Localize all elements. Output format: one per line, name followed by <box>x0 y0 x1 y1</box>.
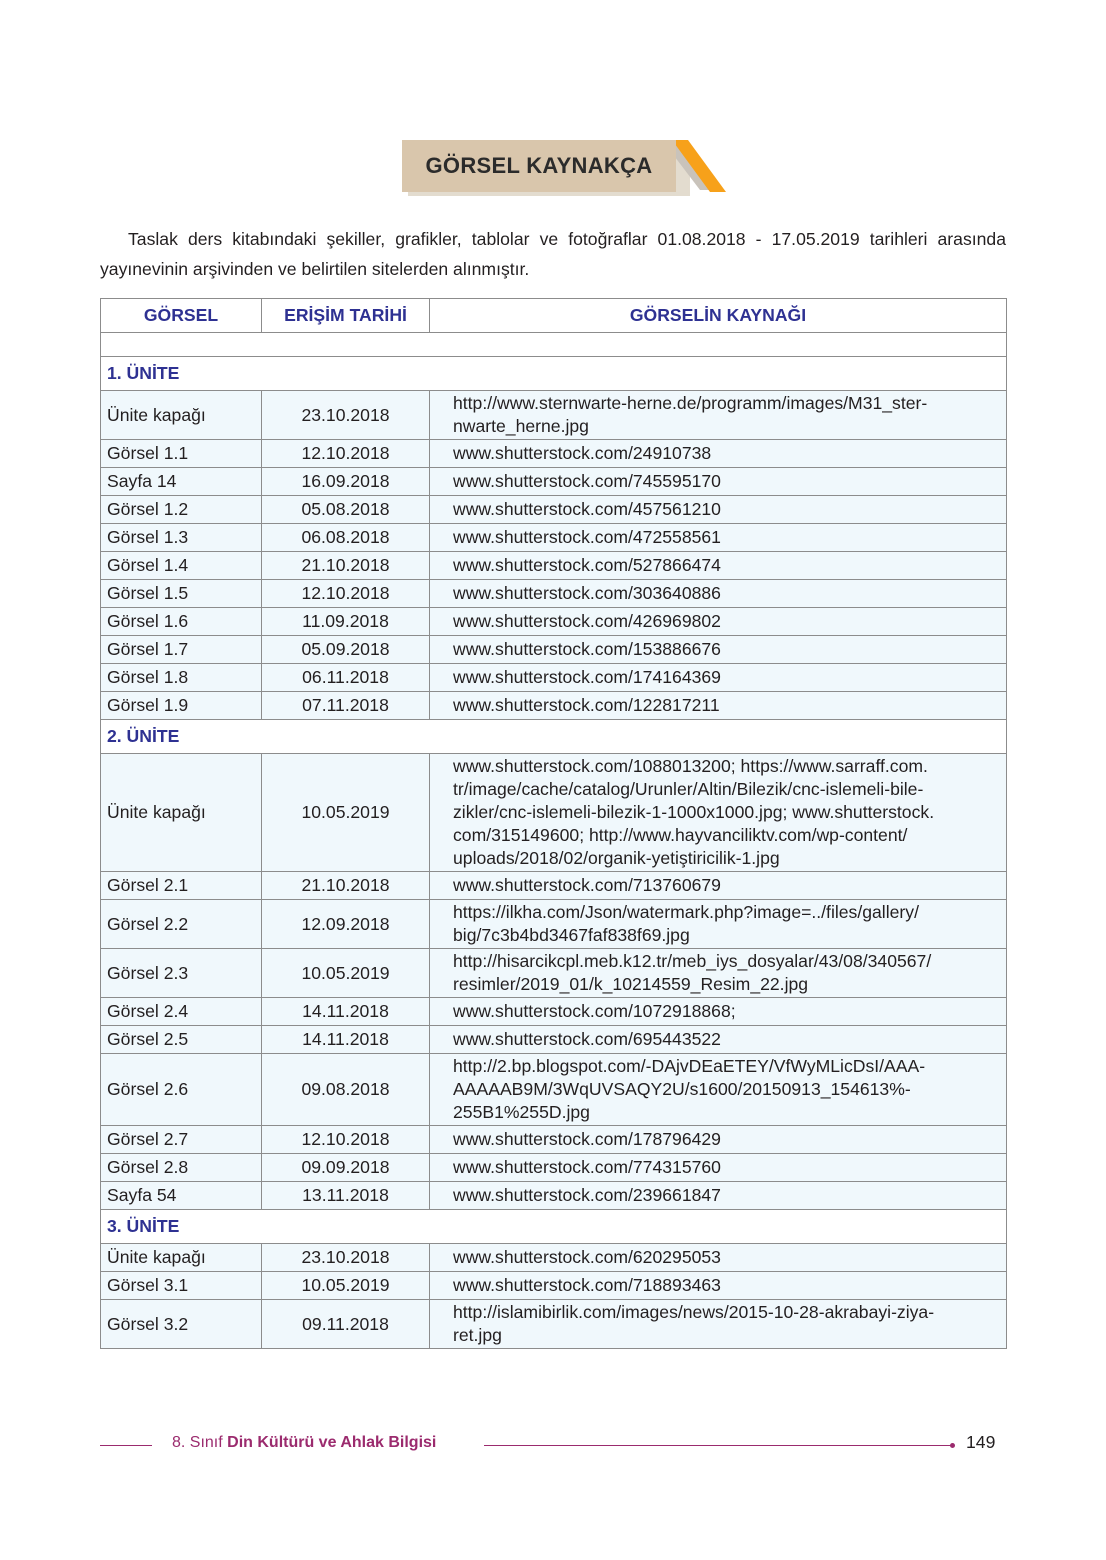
footer-book-name: Din Kültürü ve Ahlak Bilgisi <box>227 1434 437 1451</box>
page-footer <box>0 1430 1106 1460</box>
source-url-cell: http://2.bp.blogspot.com/-DAjvDEaETEY/VfWyMLicDsI/AAA- AAAAAB9M/3WqUVSAQY2U/s1600/20150913_154613%- 255B1%255D.jpg <box>430 1054 1007 1126</box>
source-url-cell: www.shutterstock.com/1088013200; https://www.sarraff.com. tr/image/cache/catalog/Urunler/Altin/Bilezik/cnc-islemeli-bile- zikler/cnc-islemeli-bilezik-1-1000x1000.jpg; www.shutterstock. com/315149600; http://www.hayvanciliktv.com/wp-content/ uploads/2018/02/organik-yetiştiricilik-1.jpg <box>430 754 1007 872</box>
image-name-cell: Görsel 3.1 <box>101 1272 262 1300</box>
table-row <box>101 440 1007 468</box>
image-name-cell: Ünite kapağı <box>101 1244 262 1272</box>
image-sources-table <box>100 298 1007 1349</box>
image-name-cell: Görsel 2.5 <box>101 1026 262 1054</box>
header-image-source: GÖRSELİN KAYNAĞI <box>430 299 1007 333</box>
source-url-cell: www.shutterstock.com/774315760 <box>430 1154 1007 1182</box>
table-row <box>101 1054 1007 1126</box>
image-name-cell: Görsel 1.8 <box>101 664 262 692</box>
page-title: GÖRSEL KAYNAKÇA <box>402 140 676 192</box>
source-url-cell: www.shutterstock.com/239661847 <box>430 1182 1007 1210</box>
image-name-cell: Görsel 2.7 <box>101 1126 262 1154</box>
spacer-row <box>101 333 1007 357</box>
access-date-cell: 10.05.2019 <box>262 1272 430 1300</box>
table-row <box>101 636 1007 664</box>
unit-heading: 1. ÜNİTE <box>101 357 1007 391</box>
access-date-cell: 10.05.2019 <box>262 754 430 872</box>
unit-heading: 2. ÜNİTE <box>101 720 1007 754</box>
image-name-cell: Sayfa 54 <box>101 1182 262 1210</box>
table-row <box>101 664 1007 692</box>
table-row <box>101 608 1007 636</box>
table-row <box>101 580 1007 608</box>
table-row <box>101 900 1007 949</box>
footer-book-prefix: 8. Sınıf <box>172 1434 228 1451</box>
image-name-cell: Görsel 2.2 <box>101 900 262 949</box>
table-row <box>101 552 1007 580</box>
access-date-cell: 05.09.2018 <box>262 636 430 664</box>
table-row <box>101 1300 1007 1349</box>
image-name-cell: Görsel 1.6 <box>101 608 262 636</box>
footer-rule-left <box>100 1445 152 1446</box>
image-name-cell: Görsel 2.6 <box>101 1054 262 1126</box>
access-date-cell: 05.08.2018 <box>262 496 430 524</box>
table-row <box>101 1154 1007 1182</box>
page-number: 149 <box>966 1432 996 1452</box>
source-url-cell: www.shutterstock.com/457561210 <box>430 496 1007 524</box>
image-name-cell: Görsel 2.4 <box>101 998 262 1026</box>
source-url-cell: www.shutterstock.com/153886676 <box>430 636 1007 664</box>
table-row <box>101 692 1007 720</box>
unit-row <box>101 1210 1007 1244</box>
access-date-cell: 23.10.2018 <box>262 391 430 440</box>
footer-dot <box>950 1443 955 1448</box>
table-row <box>101 998 1007 1026</box>
access-date-cell: 09.08.2018 <box>262 1054 430 1126</box>
image-name-cell: Görsel 2.3 <box>101 949 262 998</box>
access-date-cell: 12.10.2018 <box>262 440 430 468</box>
source-url-cell: https://ilkha.com/Json/watermark.php?image=../files/gallery/ big/7c3b4bd3467faf838f69.jpg <box>430 900 1007 949</box>
source-url-cell: http://www.sternwarte-herne.de/programm/images/M31_ster- nwarte_herne.jpg <box>430 391 1007 440</box>
table-row <box>101 524 1007 552</box>
image-name-cell: Görsel 1.7 <box>101 636 262 664</box>
table-row <box>101 754 1007 872</box>
image-name-cell: Görsel 2.8 <box>101 1154 262 1182</box>
intro-paragraph <box>100 224 1006 284</box>
image-name-cell: Görsel 1.9 <box>101 692 262 720</box>
access-date-cell: 16.09.2018 <box>262 468 430 496</box>
spacer-cell <box>101 333 1007 357</box>
image-name-cell: Görsel 1.2 <box>101 496 262 524</box>
unit-row <box>101 720 1007 754</box>
image-name-cell: Görsel 2.1 <box>101 872 262 900</box>
table-header-row <box>101 299 1007 333</box>
image-name-cell: Ünite kapağı <box>101 391 262 440</box>
access-date-cell: 14.11.2018 <box>262 1026 430 1054</box>
table-row <box>101 1182 1007 1210</box>
source-url-cell: www.shutterstock.com/24910738 <box>430 440 1007 468</box>
table-row <box>101 468 1007 496</box>
footer-book-title <box>172 1434 436 1452</box>
table-row <box>101 949 1007 998</box>
footer-rule-right <box>484 1445 952 1446</box>
source-url-cell: www.shutterstock.com/745595170 <box>430 468 1007 496</box>
source-url-cell: www.shutterstock.com/122817211 <box>430 692 1007 720</box>
image-name-cell: Görsel 1.1 <box>101 440 262 468</box>
access-date-cell: 12.10.2018 <box>262 580 430 608</box>
access-date-cell: 23.10.2018 <box>262 1244 430 1272</box>
table-row <box>101 391 1007 440</box>
access-date-cell: 06.11.2018 <box>262 664 430 692</box>
access-date-cell: 09.09.2018 <box>262 1154 430 1182</box>
table-row <box>101 1272 1007 1300</box>
source-url-cell: www.shutterstock.com/472558561 <box>430 524 1007 552</box>
image-name-cell: Görsel 1.4 <box>101 552 262 580</box>
table-row <box>101 872 1007 900</box>
access-date-cell: 12.10.2018 <box>262 1126 430 1154</box>
source-url-cell: www.shutterstock.com/303640886 <box>430 580 1007 608</box>
access-date-cell: 14.11.2018 <box>262 998 430 1026</box>
image-name-cell: Görsel 3.2 <box>101 1300 262 1349</box>
access-date-cell: 07.11.2018 <box>262 692 430 720</box>
source-url-cell: www.shutterstock.com/527866474 <box>430 552 1007 580</box>
table-row <box>101 496 1007 524</box>
source-url-cell: www.shutterstock.com/718893463 <box>430 1272 1007 1300</box>
image-name-cell: Sayfa 14 <box>101 468 262 496</box>
unit-row <box>101 357 1007 391</box>
access-date-cell: 09.11.2018 <box>262 1300 430 1349</box>
source-url-cell: www.shutterstock.com/174164369 <box>430 664 1007 692</box>
image-name-cell: Görsel 1.3 <box>101 524 262 552</box>
unit-heading: 3. ÜNİTE <box>101 1210 1007 1244</box>
access-date-cell: 13.11.2018 <box>262 1182 430 1210</box>
source-url-cell: www.shutterstock.com/713760679 <box>430 872 1007 900</box>
source-url-cell: http://hisarcikcpl.meb.k12.tr/meb_iys_dosyalar/43/08/340567/ resimler/2019_01/k_10214559_Resim_22.jpg <box>430 949 1007 998</box>
access-date-cell: 06.08.2018 <box>262 524 430 552</box>
source-url-cell: www.shutterstock.com/620295053 <box>430 1244 1007 1272</box>
access-date-cell: 12.09.2018 <box>262 900 430 949</box>
table-row <box>101 1126 1007 1154</box>
header-access-date: ERİŞİM TARİHİ <box>262 299 430 333</box>
access-date-cell: 11.09.2018 <box>262 608 430 636</box>
section-title-banner <box>402 140 722 200</box>
table-row <box>101 1026 1007 1054</box>
access-date-cell: 21.10.2018 <box>262 552 430 580</box>
source-url-cell: www.shutterstock.com/426969802 <box>430 608 1007 636</box>
source-url-cell: http://islamibirlik.com/images/news/2015-10-28-akrabayi-ziya- ret.jpg <box>430 1300 1007 1349</box>
source-url-cell: www.shutterstock.com/695443522 <box>430 1026 1007 1054</box>
table-row <box>101 1244 1007 1272</box>
access-date-cell: 10.05.2019 <box>262 949 430 998</box>
image-name-cell: Ünite kapağı <box>101 754 262 872</box>
table-body <box>101 333 1007 1349</box>
image-name-cell: Görsel 1.5 <box>101 580 262 608</box>
access-date-cell: 21.10.2018 <box>262 872 430 900</box>
source-url-cell: www.shutterstock.com/178796429 <box>430 1126 1007 1154</box>
header-image: GÖRSEL <box>101 299 262 333</box>
source-url-cell: www.shutterstock.com/1072918868; <box>430 998 1007 1026</box>
intro-text: Taslak ders kitabındaki şekiller, grafikler, tablolar ve fotoğraflar 01.08.2018 - 17.05.2019 tarihleri arasında yayınevinin arşivinden ve belirtilen sitelerden alınmıştır. <box>100 229 1006 279</box>
